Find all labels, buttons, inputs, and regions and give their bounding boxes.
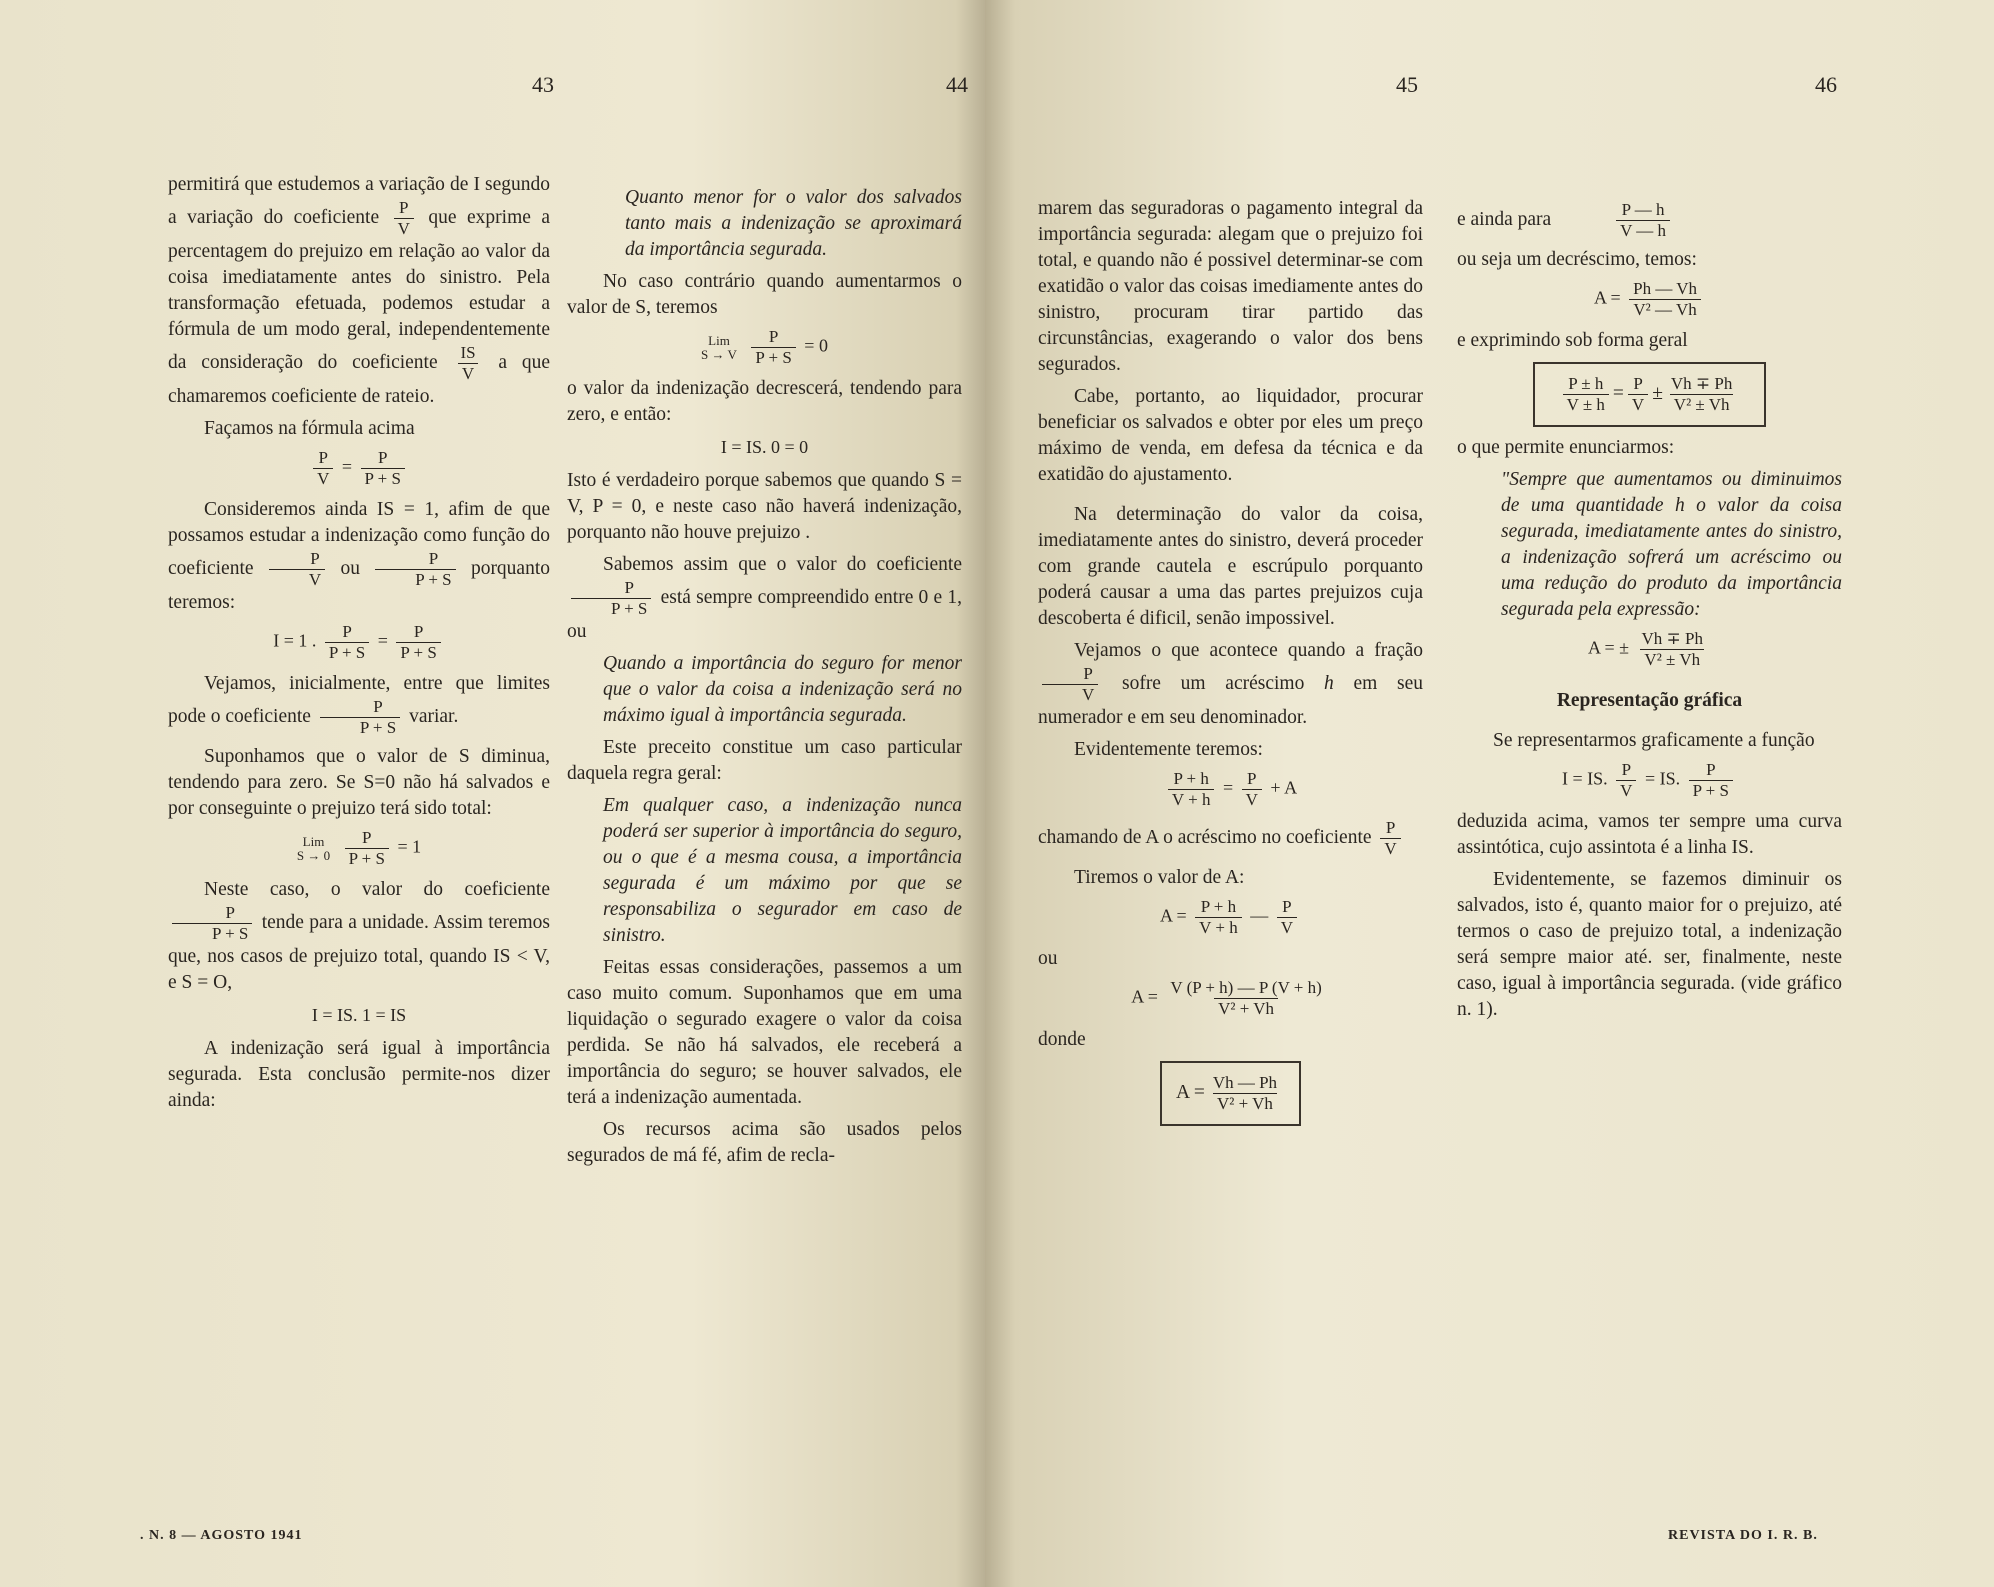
equation-i-is: I = IS. 1 = IS <box>311 1005 407 1025</box>
c1-text-10: tende para a unidade. Assim teremos que, nos casos de prejuizo total, quando IS < V, e S = O, <box>168 911 551 993</box>
c1-text-5: Consideremos ainda IS = 1, afim de que possamos estudar a indenização como função do coeficiente <box>168 499 550 579</box>
c4-text-6: deduzida acima, vamos ter sempre uma curva assintótica, cujo assintota é a linha IS. <box>1457 811 1842 858</box>
c2-text-1: No caso contrário quando aumentarmos o valor de S, teremos <box>567 271 962 318</box>
equation-limit-0: Lim S → V $\frac{P}{P + S}$ = 0 <box>701 327 828 367</box>
page-number-45: 45 <box>1396 72 1418 97</box>
c3-text-9: ou <box>1038 948 1058 969</box>
column-4: e ainda para $\frac{P — h}{V — h}$ ou seja um decréscimo, temos: A = $\frac{Ph — Vh}{\text{V² — Vh}}$ e exprimindo sob forma geral $\frac{P \pm h}{V \pm h}$ = $\frac{P}{V}$ ± $\frac{Vh \mp Ph}{\text{V² ± Vh}}$ o que permite enunciarmos: "Sempre que aumentamos ou diminuimos de uma quantidade h o valor da coisa segurada, imediatamente antes do sinistro, a indenização sofrerá um acréscimo ou uma redução do produto da importância segurada pela expressão: A = ± $\frac{Vh \mp Ph}{\text{V² ± Vh}}$ Representação gráfica Se representarmos graficamente a função I = IS. $\frac{P}{V}$ = IS. $\frac{P}{P + S}$ deduzida acima, vamos ter sempre uma curva assintótica, cujo assintota é a linha IS. Evidentemente, se fazemos diminuir os salvados, isto é, quanto maior for o prejuizo, até termos o caso de prejuizo total, a indenização será sempre maior até. ser, finalmente, neste caso, igual à importância segurada. (vide gráfico n. 1). <box>1457 200 1842 1029</box>
c3-text-7: chamando de A o acréscimo no coeficiente <box>1038 826 1372 848</box>
equation-a-expanded: A = $\frac{V (P + h) — P (V + h)}{\text{V² + Vh}}$ <box>1131 978 1322 1018</box>
c4-text-7: Evidentemente, se fazemos diminuir os salvados, isto é, quanto maior for o prejuizo, até termos o caso de prejuizo total, a indenização será sempre maior até. ser, finalmente, neste caso, igual à importância segurada. (vide gráfico n. 1). <box>1457 869 1842 1020</box>
section-heading: Representação gráfica <box>1556 690 1743 711</box>
c1-text-11: A indenização será igual à importância segurada. Esta conclusão permite-nos dizer ainda: <box>168 1038 550 1111</box>
equation-decrement: A = $\frac{Ph — Vh}{\text{V² — Vh}}$ <box>1457 279 1842 320</box>
c3-text-6: Evidentemente teremos: <box>1074 739 1263 760</box>
c4-quote-1: "Sempre que aumentamos ou diminuimos de uma quantidade h o valor da coisa segurada, imediatamente antes do sinistro, a indenização sofrerá um acréscimo ou uma redução do produto da importância segurada pela expressão: <box>1501 469 1842 620</box>
c4-text-4: o que permite enunciarmos: <box>1457 437 1675 458</box>
equation-limit-1: Lim S → 0 $\frac{P}{P + S}$ = 1 <box>296 828 422 868</box>
c2-quote-3: Em qualquer caso, a indenização nunca poderá ser superior à importância do seguro, ou o que é a mesma cousa, a importância segurada é um máximo por que se responsabiliza o segurador em caso de sinistro. <box>603 795 962 946</box>
column-1: permitirá que estudemos a variação de I segundo a variação do coeficiente $\frac{P}{V}$ que exprime a percentagem do prejuizo em relação ao valor da coisa imediatamente antes do sinistro. Pela transformação efetuada, podemos estudar a fórmula de um modo geral, independentemente da consideração do coeficiente $\frac{IS}{V}$ a que chamaremos coeficiente de rateio. Façamos na fórmula acima $\frac{P}{V}$ = $\frac{P}{P + S}$ Consideremos ainda IS = 1, afim de que possamos estudar a indenização como função do coeficiente $\frac{P}{V}$ ou $\frac{P}{P + S}$ porquanto teremos: I = 1 . $\frac{P}{P + S}$ = $\frac{P}{P + S}$ Vejamos, inicialmente, entre que limites pode o coeficiente $\frac{P}{P + S}$ variar. Suponhamos que o valor de S diminua, tendendo para zero. Se S=0 não há salvados e por conseguinte o prejuizo terá sido total: Lim S → 0 $\frac{P}{P + S}$ = 1 Neste caso, o valor do coeficiente $\frac{P}{P + S}$ tende para a unidade. Assim teremos que, nos casos de prejuizo total, quando IS < V, e S = O, I = IS. 1 = IS A indenização será igual à importância segurada. Esta conclusão permite-nos dizer ainda: <box>168 172 550 1120</box>
c4-text-2: ou seja um decréscimo, temos: <box>1457 249 1697 270</box>
c2-text-6: Este preceito constitue um caso particular daquela regra geral: <box>567 737 962 784</box>
c4-text-5: Se representarmos graficamente a função <box>1493 730 1815 751</box>
equation-a-diff: A = $\frac{P + h}{V + h}$ — $\frac{P}{V}$ <box>1038 897 1423 938</box>
c3-text-10: donde <box>1038 1029 1086 1050</box>
boxed-general-equation: $\frac{P \pm h}{V \pm h}$ = $\frac{P}{V}$ ± $\frac{Vh \mp Ph}{\text{V² ± Vh}}$ <box>1533 362 1767 427</box>
c2-text-5: está sempre compreendido entre 0 e 1, ou <box>567 586 962 642</box>
c1-text-9: Neste caso, o valor do coeficiente <box>204 879 550 900</box>
footer-issue: . N. 8 — AGOSTO 1941 <box>140 1528 303 1543</box>
c3-text-3: Na determinação do valor da coisa, imediatamente antes do sinistro, deverá proceder com grande cautela e escrúpulo porquanto poderá causar a uma das partes prejuizos cuja descoberta é dificil, senão impossivel. <box>1038 504 1423 629</box>
equation-increment: $\frac{P + h}{V + h}$ = $\frac{P}{V}$ + A <box>1038 769 1423 810</box>
c2-quote-2: Quando a importância do seguro for menor que o valor da coisa a indenização será no máximo igual à importância segurada. <box>603 653 962 726</box>
c1-text-6: porquanto teremos: <box>168 557 551 613</box>
column-3: marem das seguradoras o pagamento integral da importância segurada: alegam que o prejuizo foi total, e quando não é possivel determinar-se com exatidão o valor das coisas imediamente antes do sinistro, procuram tirar partido das circunstâncias, exagerando o valor dos bens segurados. Cabe, portanto, ao liquidador, procurar beneficiar os salvados e obter por eles um preço máximo de venda, em defesa da técnica e da exatidão do ajustamento. Na determinação do valor da coisa, imediatamente antes do sinistro, deverá proceder com grande cautela e escrúpulo porquanto poderá causar a uma das partes prejuizos cuja descoberta é dificil, senão impossivel. Vejamos o que acontece quando a fração $\frac{P}{V}$ sofre um acréscimo h em seu numerador e em seu denominador. Evidentemente teremos: $\frac{P + h}{V + h}$ = $\frac{P}{V}$ + A chamando de A o acréscimo no coeficiente $\frac{P}{V}$ Tiremos o valor de A: A = $\frac{P + h}{V + h}$ — $\frac{P}{V}$ ou A = $\frac{V (P + h) — P (V + h)}{\text{V² + Vh}}$ donde A = $\frac{Vh — Ph}{\text{V² + Vh}}$ <box>1038 196 1423 1134</box>
c1-text-8: Suponhamos que o valor de S diminua, tendendo para zero. Se S=0 não há salvados e por conseguinte o prejuizo terá sido total: <box>168 746 550 819</box>
c4-text-1: e ainda para <box>1457 208 1552 230</box>
c1-text-2: que exprime a percentagem do prejuizo em relação ao valor da coisa imediatamente antes do sinistro. Pela transformação efetuada, podemos estudar a fórmula de um modo geral, independentemente da consideração do coeficiente <box>168 206 551 373</box>
equation-a-plusminus: A = ± $\frac{Vh \mp Ph}{\text{V² ± Vh}}$ <box>1587 629 1704 669</box>
footer-journal: REVISTA DO I. R. B. <box>1668 1528 1818 1543</box>
c3-text-8: Tiremos o valor de A: <box>1074 867 1245 888</box>
c1-text-3: a que chamaremos coeficiente de rateio. <box>168 351 551 407</box>
c3-text-2: Cabe, portanto, ao liquidador, procurar beneficiar os salvados e obter por eles um preço máximo de venda, em defesa da técnica e da exatidão do ajustamento. <box>1038 386 1423 485</box>
c1-text-4: Façamos na fórmula acima <box>204 418 415 439</box>
page-number-44: 44 <box>946 72 968 97</box>
fraction-p-v: $\frac{P}{V}$ <box>394 198 414 239</box>
c2-text-7: Feitas essas considerações, passemos a um caso muito comum. Suponhamos que em uma liquidação o segurado exagere o valor da coisa perdida. Se não há salvados, ele receberá a importância do seguro; se houver salvados, ele terá a indenização aumentada. <box>567 957 962 1108</box>
equation-i-equals: I = 1 . $\frac{P}{P + S}$ = $\frac{P}{P + S}$ <box>168 622 550 663</box>
equation-i-zero: I = IS. 0 = 0 <box>720 437 809 457</box>
equation-p-over-v: $\frac{P}{V}$ = $\frac{P}{P + S}$ <box>168 448 550 489</box>
page-number-43: 43 <box>532 72 554 97</box>
column-2: Quanto menor for o valor dos salvados tanto mais a indenização se aproximará da importância segurada. No caso contrário quando aumentarmos o valor de S, teremos Lim S → V $\frac{P}{P + S}$ = 0 o valor da indenização decrescerá, tendendo para zero, e então: I = IS. 0 = 0 Isto é verdadeiro porque sabemos que quando S = V, P = 0, e neste caso não haverá indenização, porquanto não houve prejuizo . Sabemos assim que o valor do coeficiente $\frac{P}{P + S}$ está sempre compreendido entre 0 e 1, ou Quando a importância do seguro for menor que o valor da coisa a indenização será no máximo igual à importância segurada. Este preceito constitue um caso particular daquela regra geral: Em qualquer caso, a indenização nunca poderá ser superior à importância do seguro, ou o que é a mesma cousa, a importância segurada é um máximo por que se responsabiliza o segurador em caso de sinistro. Feitas essas considerações, passemos a um caso muito comum. Suponhamos que em uma liquidação o segurado exagere o valor da coisa perdida. Se não há salvados, ele receberá a importância do seguro; se houver salvados, ele terá a indenização aumentada. Os recursos acima são usados pelos segurados de má fé, afim de recla- <box>567 185 962 1175</box>
c2-text-8: Os recursos acima são usados pelos segurados de má fé, afim de recla- <box>567 1119 962 1166</box>
c2-text-3: Isto é verdadeiro porque sabemos que quando S = V, P = 0, e neste caso não haverá indenização, porquanto não houve prejuizo . <box>567 470 962 543</box>
c3-text-4: Vejamos o que acontece quando a fração <box>1074 640 1423 661</box>
c3-text-1: marem das seguradoras o pagamento integral da importância segurada: alegam que o prejuizo foi total, e quando não é possivel determinar-se com exatidão o valor das coisas imediamente antes do sinistro, procuram tirar partido das circunstâncias, exagerando o valor dos bens segurados. <box>1038 198 1423 375</box>
c4-text-3: e exprimindo sob forma geral <box>1457 330 1688 351</box>
equation-function: I = IS. $\frac{P}{V}$ = IS. $\frac{P}{P + S}$ <box>1457 760 1842 801</box>
c2-text-4: Sabemos assim que o valor do coeficiente <box>603 554 962 575</box>
c1-text-7: Vejamos, inicialmente, entre que limites pode o coeficiente <box>168 673 550 727</box>
c2-text-2: o valor da indenização decrescerá, tendendo para zero, e então: <box>567 378 962 425</box>
c2-quote-1: Quanto menor for o valor dos salvados tanto mais a indenização se aproximará da importância segurada. <box>625 187 962 260</box>
c1-text-1: permitirá que estudemos a variação de I segundo a variação do coeficiente <box>168 174 550 228</box>
fraction-is-v: $\frac{IS}{V}$ <box>456 343 479 384</box>
page-number-46: 46 <box>1815 72 1837 97</box>
boxed-equation-a: A = $\frac{Vh — Ph}{\text{V² + Vh}}$ <box>1160 1061 1301 1126</box>
